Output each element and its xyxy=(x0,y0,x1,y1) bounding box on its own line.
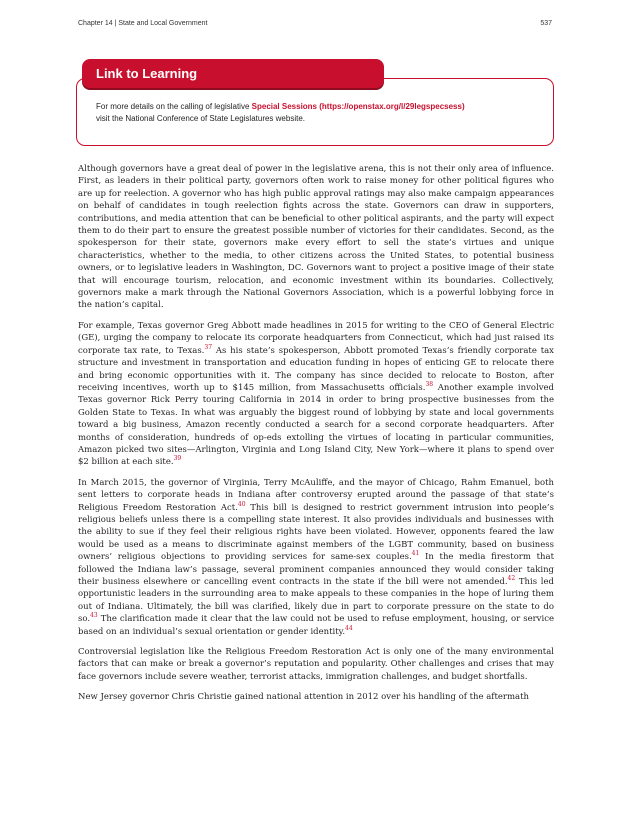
footnote-ref-37[interactable]: 37 xyxy=(204,343,213,351)
paragraph-3-text-a: In March 2015, the governor of Virginia, Terry McAuliffe, and the mayor of Chicago, Rahm Emanuel, both sent letters to corporate heads in Indiana after controversy erupted around the passage of that state’s Religious Freedom Restoration Act. xyxy=(78,477,554,513)
paragraph-2 xyxy=(78,320,554,469)
paragraph-1: Although governors have a great deal of power in the legislative arena, this is not their only area of influence. First, as leaders in their political party, governors often work to raise money for other political figures who are up for reelection. A governor who has high public approval ratings may also make campaign appearances on behalf of candidates in tough reelection fights across the state. Governors can draw in supporters, contributions, and media attention that can be beneficial to other political aspirants, and the party will expect them to do their part to ensure the greatest possible number of victories for their candidates. Second, as the spokesperson for their state, governors make every effort to sell the state’s virtues and unique characteristics, whether to the media, to other citizens across the United States, to potential business owners, or to legislative leaders in Washington, DC. Governors want to project a positive image of their state that will encourage tourism, relocation, and economic investment within its boundaries. Collectively, governors make a mark through the National Governors Association, which is a powerful lobbying force in the nation’s capital. xyxy=(78,164,554,311)
paragraph-3-text-b: This bill is designed to restrict government intrusion into people’s religious beliefs unless there is a compelling state interest. It also provides individuals and businesses with the ability to sue if they feel their religious rights have been violated. However, opponents feared the law would be used as a means to discriminate against members of the LGBT community, based on business owners’ religious objections to providing services for same-sex couples. xyxy=(78,502,554,563)
footnote-ref-39[interactable]: 39 xyxy=(173,455,182,463)
footnote-ref-38[interactable]: 38 xyxy=(425,381,434,389)
paragraph-5: New Jersey governor Chris Christie gained national attention in 2012 over his handling of the aftermath xyxy=(78,692,529,703)
callout-text-after: visit the National Conference of State Legislatures website. xyxy=(96,114,306,123)
chapter-title: Chapter 14 | State and Local Government xyxy=(78,20,208,27)
paragraph-2-text-a: For example, Texas governor Greg Abbott made headlines in 2015 for writing to the CEO of General Electric (GE), urging the company to relocate its corporate headquarters from Connecticut, which had just raised its corporate tax rate, to Texas. xyxy=(78,320,554,356)
paragraph-3 xyxy=(78,477,554,638)
special-sessions-link[interactable]: Special Sessions (https://openstax.org/l/29legspecsess) xyxy=(251,102,465,111)
paragraph-3-text-c: In the media firestorm that followed the Indiana law’s passage, several prominent companies announced they would consider taking their business elsewhere or cancelling event contracts in the state if the bill were not amended. xyxy=(78,552,554,587)
footnote-ref-40[interactable]: 40 xyxy=(237,500,246,508)
paragraph-2-text-c: Another example involved Texas governor Rick Perry touring California in 2014 in order to bring prospective businesses from the Golden State to Texas. In what was arguably the biggest round of lobbying by state and local governments toward a big business, Amazon recently conducted a search for a second corporate headquarters. After months of consideration, hundreds of op-eds extolling the virtues of locating in particular communities, Amazon picked two sites—Arlington, Virginia and Long Island City, New York—where it plans to spend over $2 billion at each site. xyxy=(78,382,554,468)
page-header xyxy=(78,20,552,27)
paragraph-3-text-e: The clarification made it clear that the law could not be used to refuse employment, housing, or service based on an individual’s sexual orientation or gender identity. xyxy=(78,614,554,637)
callout-text-before: For more details on the calling of legislative xyxy=(96,102,252,111)
footnote-ref-42[interactable]: 42 xyxy=(507,575,516,583)
footnote-ref-41[interactable]: 41 xyxy=(411,550,420,558)
footnote-ref-43[interactable]: 43 xyxy=(90,612,98,620)
link-to-learning-title: Link to Learning xyxy=(82,59,384,88)
paragraph-4: Controversial legislation like the Religious Freedom Restoration Act is only one of the many environmental factors that can make or break a governor’s reputation and popularity. Other challenges and crises that may face governors include severe weather, terrorist attacks, immigration challenges, and budget shortfalls. xyxy=(78,647,554,682)
link-to-learning-text xyxy=(96,101,546,125)
paragraph-2-text-b: As his state’s spokesperson, Abbott promoted Texas’s friendly corporate tax structure and investment in transportation and education funding in hopes of enticing GE to relocate there and bring economic opportunities with it. The company has since decided to relocate to Boston, after receiving incentives, worth up to $145 million, from Massachusetts officials. xyxy=(78,345,554,393)
footnote-ref-44[interactable]: 44 xyxy=(345,624,353,632)
paragraph-3-text-d: This led opportunistic leaders in the surrounding area to make appeals to these companies in the hope of luring them out of Indiana. Ultimately, the bill was clarified, likely due in part to corporate pressure on the state to do so. xyxy=(78,577,554,625)
body-text xyxy=(78,163,554,712)
page-number: 537 xyxy=(540,20,552,27)
